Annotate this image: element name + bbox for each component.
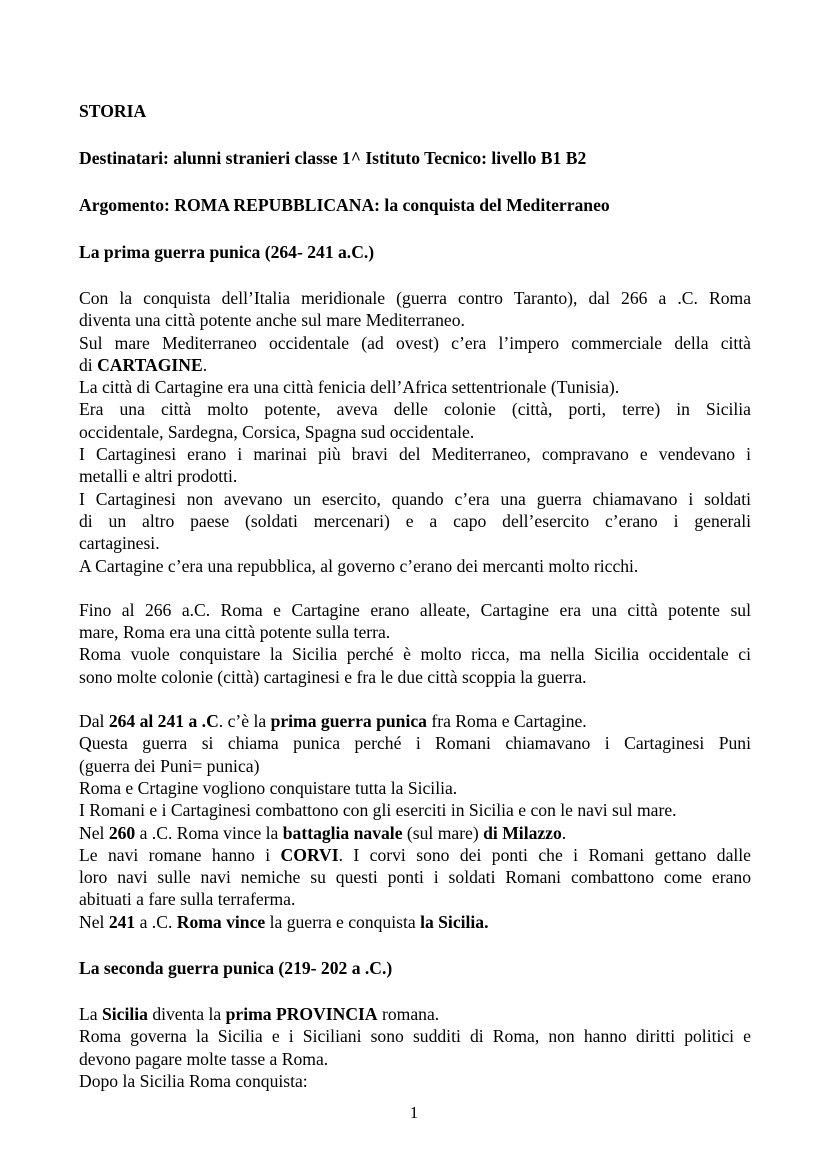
text-line: Con la conquista dell’Italia meridionale (guerra contro Taranto), dal 266 a .C. Roma	[79, 288, 751, 308]
text-line: La città di Cartagine era una città fenicia dell’Africa settentrionale (Tunisia).	[79, 377, 620, 398]
text-line: I Romani e i Cartaginesi combattono con gli eserciti in Sicilia e con le navi sul mare.	[79, 800, 677, 821]
audience-heading: Destinatari: alunni stranieri classe 1^ Istituto Tecnico: livello B1 B2	[79, 148, 587, 168]
text-line: abituati a fare sulla terraferma.	[79, 889, 296, 910]
text-line: cartaginesi.	[79, 533, 160, 554]
text-line: Roma e Crtagine vogliono conquistare tutta la Sicilia.	[79, 777, 458, 798]
text-line: metalli e altri prodotti.	[79, 466, 238, 487]
text-line: sono molte colonie (città) cartaginesi e fra le due città scoppia la guerra.	[79, 666, 587, 687]
text-line: occidentale, Sardegna, Corsica, Spagna sud occidentale.	[79, 421, 475, 442]
topic-heading: Argomento: ROMA REPUBBLICANA: la conquista del Mediterraneo	[79, 195, 610, 215]
text-line: Nel 260 a .C. Roma vince la battaglia navale (sul mare) di Milazzo.	[79, 822, 567, 843]
text-line: Le navi romane hanno i CORVI. I corvi sono dei ponti che i Romani gettano dalle	[79, 844, 751, 865]
text-line: (guerra dei Puni= punica)	[79, 755, 260, 776]
text-line: I Cartaginesi non avevano un esercito, quando c’era una guerra chiamavano i soldati	[79, 488, 751, 509]
text-line: Roma vuole conquistare la Sicilia perché è molto ricca, ma nella Sicilia occidentale ci	[79, 644, 751, 665]
text-line: devono pagare molte tasse a Roma.	[79, 1048, 329, 1069]
text-line: Sul mare Mediterraneo occidentale (ad ovest) c’era l’impero commerciale della città	[79, 332, 751, 353]
document-body	[79, 101, 751, 1092]
text-line: Dopo la Sicilia Roma conquista:	[79, 1070, 308, 1091]
section-1-title: La prima guerra punica (264- 241 a.C.)	[79, 242, 375, 262]
text-line: di CARTAGINE.	[79, 354, 208, 375]
text-line: Era una città molto potente, aveva delle colonie (città, porti, terre) in Sicilia	[79, 399, 751, 420]
section-2-paragraph-1	[79, 1003, 751, 1092]
text-line: Questa guerra si chiama punica perché i Romani chiamavano i Cartaginesi Puni	[79, 733, 751, 754]
cartagine-bold: CARTAGINE	[97, 354, 203, 375]
subject-heading: STORIA	[79, 101, 147, 121]
section-1-paragraph-1	[79, 287, 751, 577]
section-2-title: La seconda guerra punica (219- 202 a .C.)	[79, 958, 393, 979]
text-line: A Cartagine c’era una repubblica, al governo c’erano dei mercanti molto ricchi.	[79, 555, 639, 576]
section-1-paragraph-2	[79, 599, 751, 688]
text-line: diventa una città potente anche sul mare Mediterraneo.	[79, 310, 465, 331]
text-line: Dal 264 al 241 a .C. c’è la prima guerra punica fra Roma e Cartagine.	[79, 711, 587, 732]
text-line: Fino al 266 a.C. Roma e Cartagine erano alleate, Cartagine era una città potente sul	[79, 599, 751, 620]
text-line: mare, Roma era una città potente sulla terra.	[79, 622, 391, 643]
text-line: La Sicilia diventa la prima PROVINCIA romana.	[79, 1004, 440, 1025]
text-line: di un altro paese (soldati mercenari) e a capo dell’esercito c’erano i generali	[79, 510, 751, 531]
section-1-paragraph-3	[79, 710, 751, 933]
text-line: Roma governa la Sicilia e i Siciliani sono sudditi di Roma, non hanno diritti politici e	[79, 1026, 751, 1047]
page-number: 1	[409, 1103, 419, 1122]
text-line: I Cartaginesi erano i marinai più bravi del Mediterraneo, compravano e vendevano i	[79, 444, 751, 465]
text-line: loro navi sulle navi nemiche su questi ponti i soldati Romani combattono come erano	[79, 867, 751, 888]
text-line: Nel 241 a .C. Roma vince la guerra e conquista la Sicilia.	[79, 911, 489, 932]
